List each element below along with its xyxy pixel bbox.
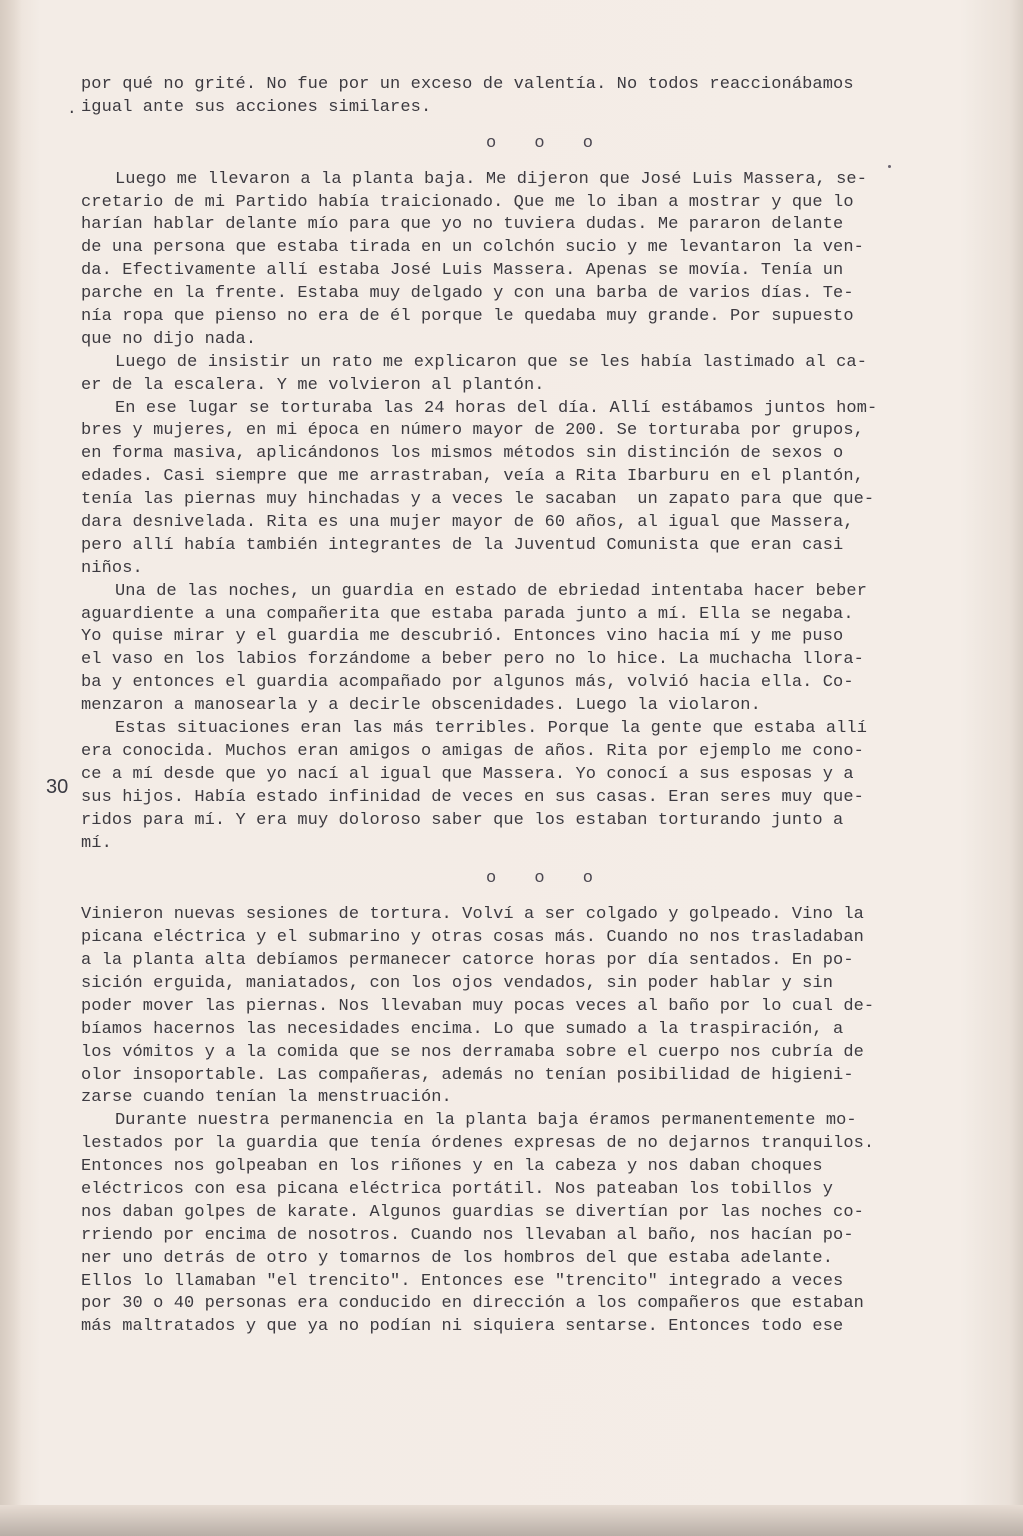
text-line: que no dijo nada.: [81, 329, 257, 349]
text-line: los vómitos y a la comida que se nos derramaba sobre el cuerpo nos cubría de: [81, 1042, 864, 1062]
text-line: mí.: [81, 833, 112, 853]
paragraph-block-2: [81, 169, 1006, 856]
text-line: de una persona que estaba tirada en un colchón sucio y me levantaron la ven-: [81, 238, 864, 258]
text-line: el vaso en los labios forzándome a beber pero no lo hice. La muchacha llora-: [81, 650, 864, 670]
text-line: bíamos hacernos las necesidades encima. Lo que sumado a la traspiración, a: [81, 1019, 844, 1039]
text-line: En ese lugar se torturaba las 24 horas del día. Allí estábamos juntos hom-: [115, 398, 878, 418]
text-line: ba y entonces el guardia acompañado por algunos más, volvió hacia ella. Co-: [81, 673, 854, 693]
text-line: rriendo por encima de nosotros. Cuando nos llevaban al baño, nos hacían po-: [81, 1225, 854, 1245]
text-line: nía ropa que pienso no era de él porque le quedaba muy grande. Por supuesto: [81, 307, 854, 327]
text-line: Ellos lo llamaban "el trencito". Entonces ese "trencito" integrado a veces: [81, 1271, 844, 1291]
text-line: ridos para mí. Y era muy doloroso saber que los estaban torturando junto a: [81, 810, 844, 830]
text-line: a la planta alta debíamos permanecer catorce horas por día sentados. En po-: [81, 951, 854, 971]
text-line: ner uno detrás de otro y tomarnos de los hombros del que estaba adelante.: [81, 1248, 834, 1268]
text-line: harían hablar delante mío para que yo no tuviera dudas. Me pararon delante: [81, 215, 844, 235]
text-line: cretario de mi Partido había traicionado. Que me lo iban a mostrar y que lo: [81, 192, 854, 212]
binding-shadow: [0, 0, 22, 1536]
text-line: lestados por la guardia que tenía órdenes expresas de no dejarnos tranquilos.: [81, 1134, 875, 1154]
text-line: bres y mujeres, en mi época en número mayor de 200. Se torturaba por grupos,: [81, 421, 864, 441]
section-separator: o o o: [485, 133, 607, 153]
text-line: igual ante sus acciones similares.: [81, 97, 432, 117]
text-line: por 30 o 40 personas era conducido en dirección a los compañeros que estaban: [81, 1294, 864, 1314]
text-line: Estas situaciones eran las más terribles. Porque la gente que estaba allí: [115, 719, 868, 739]
text-line: sición erguida, maniatados, con los ojos vendados, sin poder hablar y sin: [81, 973, 834, 993]
text-line: pero allí había también integrantes de la Juventud Comunista que eran casi: [81, 535, 844, 555]
text-line: Una de las noches, un guardia en estado de ebriedad intentaba hacer beber: [115, 581, 868, 601]
text-line: aguardiente a una compañerita que estaba parada junto a mí. Ella se negaba.: [81, 604, 854, 624]
section-separator: o o o: [485, 869, 607, 889]
text-line: más maltratados y que ya no podían ni siquiera sentarse. Entonces todo ese: [81, 1317, 844, 1337]
text-line: en forma masiva, aplicándonos los mismos métodos sin distinción de sexos o: [81, 444, 844, 464]
text-line: Entonces nos golpeaban en los riñones y en la cabeza y nos daban choques: [81, 1157, 823, 1177]
text-line: olor insoportable. Las compañeras, además no tenían posibilidad de higieni-: [81, 1065, 854, 1085]
text-line: sus hijos. Había estado infinidad de veces en sus casas. Eran seres muy que-: [81, 787, 864, 807]
text-line: da. Efectivamente allí estaba José Luis Massera. Apenas se movía. Tenía un: [81, 261, 844, 281]
text-line: por qué no grité. No fue por un exceso de valentía. No todos reaccionábamos: [81, 75, 854, 94]
text-line: poder mover las piernas. Nos llevaban muy pocas veces al baño por lo cual de-: [81, 996, 875, 1016]
paragraph-block-1: [81, 74, 1006, 120]
text-line: nos daban golpes de karate. Algunos guardias se divertían por las noches co-: [81, 1202, 864, 1222]
text-line: Durante nuestra permanencia en la planta baja éramos permanentemente mo-: [115, 1111, 857, 1131]
text-line: Vinieron nuevas sesiones de tortura. Volví a ser colgado y golpeado. Vino la: [81, 905, 864, 925]
paragraph-block-3: [81, 904, 1006, 1339]
text-line: tenía las piernas muy hinchadas y a veces le sacaban un zapato para que que-: [81, 490, 875, 510]
text-line: eléctricos con esa picana eléctrica portátil. Nos pateaban los tobillos y: [81, 1179, 834, 1199]
text-line: dara desnivelada. Rita es una mujer mayor de 60 años, al igual que Massera,: [81, 513, 854, 533]
text-line: Yo quise mirar y el guardia me descubrió. Entonces vino hacia mí y me puso: [81, 627, 844, 647]
text-line: niños.: [81, 558, 143, 578]
margin-dot: ·: [67, 103, 77, 121]
page-number: 30: [46, 776, 69, 798]
text-line: Luego me llevaron a la planta baja. Me dijeron que José Luis Massera, se-: [115, 169, 868, 189]
page-bottom-edge: [0, 1505, 1023, 1536]
text-line: Luego de insistir un rato me explicaron que se les había lastimado al ca-: [115, 352, 868, 372]
text-line: zarse cuando tenían la menstruación.: [81, 1088, 452, 1108]
text-line: ce a mí desde que yo nací al igual que Massera. Yo conocí a sus esposas y a: [81, 764, 854, 784]
text-line: picana eléctrica y el submarino y otras cosas más. Cuando no nos trasladaban: [81, 928, 864, 948]
text-line: menzaron a manosearla y a decirle obscenidades. Luego la violaron.: [81, 696, 761, 716]
typewritten-text: [81, 74, 1006, 1339]
text-line: edades. Casi siempre que me arrastraban, veía a Rita Ibarburu en el plantón,: [81, 467, 864, 487]
text-line: er de la escalera. Y me volvieron al plantón.: [81, 375, 545, 395]
text-line: era conocida. Muchos eran amigos o amigas de años. Rita por ejemplo me cono-: [81, 741, 864, 761]
text-line: parche en la frente. Estaba muy delgado y con una barba de varios días. Te-: [81, 284, 854, 304]
